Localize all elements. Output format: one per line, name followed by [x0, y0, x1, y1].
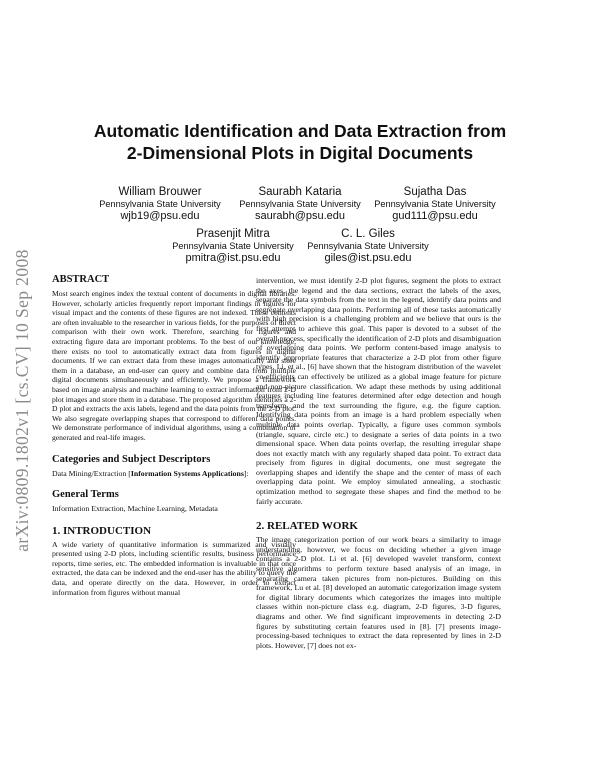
author-affiliation: Pennsylvania State University: [307, 241, 429, 251]
author-block: [283, 228, 453, 264]
arxiv-identifier-stamp: [4, 190, 40, 610]
right-column: [256, 276, 501, 650]
categories-suffix: ]:: [243, 468, 249, 478]
categories-prefix: Data Mining/Extraction [: [52, 468, 131, 478]
abstract-heading: ABSTRACT: [52, 274, 110, 285]
paper-title: [60, 120, 540, 164]
title-line-1: Automatic Identification and Data Extraction from: [93, 121, 507, 141]
related-work-text: The image categorization portion of our work bears a similarity to image understanding, however, we focus on deciding whether a given image contains a 2-D plot. Li et al. [6] developed wavelet transform, context sensitive algorithms to perform texture based analysis of an image, in separating camera taken pictures from non-pictures. Building on this framework, Lu et al. [8] developed an automatic categorization image system for digital library documents which categorizes the images into multiple classes within non-picture class e.g. diagram, 2-D figures, 3-D figures, diagrams and other. We find significant improvements in detecting 2-D figures by substituting certain features used in [8]. [7] presents image-processing-based techniques to extract the data represented by lines in 2-D plots. However, [7] does not ex-: [256, 535, 501, 650]
author-name: C. L. Giles: [341, 228, 395, 240]
author-name: Saurabh Kataria: [258, 186, 342, 198]
author-name: William Brouwer: [118, 186, 202, 198]
general-terms-text: Information Extraction, Machine Learning, Metadata: [52, 504, 218, 514]
author-email: saurabh@psu.edu: [254, 210, 346, 222]
introduction-heading: 1. INTRODUCTION: [52, 524, 152, 537]
general-terms-heading: General Terms: [52, 489, 119, 501]
title-line-2: 2-Dimensional Plots in Digital Documents: [126, 143, 474, 163]
abstract-text: Most search engines index the textual content of documents in digital libraries. However, scholarly articles frequently report important findings in figures for visual impact and the contents of these figures are not indexed. These contents are often invaluable to the researcher in various fields, for the purposes of direct comparison with their own work. Therefore, searching for figures and extracting figure data are important problems. To the best of our knowledge, there exists no tool to automatically extract data from figures in digital documents. If we can extract data from these images automatically and store them in a database, an end-user can query and combine data from multiple digital documents simultaneously and efficiently. We propose a framework based on image analysis and machine learning to extract information from 2-D plot images and store them in a database. The proposed algorithm identifies a 2-D plot and extracts the axis labels, legend and the data points from the 2-D plot. We also segregate overlapping shapes that correspond to different data points. We demonstrate performance of individual algorithms, using a combination of generated and real-life images.: [52, 289, 296, 442]
author-name: Sujatha Das: [403, 186, 467, 198]
author-affiliation: Pennsylvania State University: [99, 199, 221, 209]
author-block: [350, 186, 520, 222]
author-affiliation: Pennsylvania State University: [374, 199, 496, 209]
author-email: wjb19@psu.edu: [120, 210, 200, 222]
author-email: gud111@psu.edu: [392, 210, 478, 222]
author-name: Prasenjit Mitra: [196, 228, 270, 240]
introduction-text: A wide variety of quantitative information is summarized and visually presented using 2-D plots, including scientific results, business performance reports, time series, etc. The embedded information is invaluable in that once extracted, the data can be indexed and the end-user has the ability to query the data, and operate directly on the data. However, in order to extract information from figures without manual: [52, 539, 296, 597]
introduction-continued-text: intervention, we must identify 2-D plot figures, segment the plots to extract the axes, the legend and the data sections, extract the labels of the axes, separate the data symbols from the text in the legend, identify data points and segregate overlapping data points. Performing all of these tasks automatically with high precision is a challenging problem and we believe that ours is the first attempt to achieve this goal. This paper is devoted to a subset of the overall process, specifically the identification of 2-D plots and disambiguation of overlapping data points. We perform content-based image analysis to identify appropriate features that characterize a 2-D plot from other figure types. Li, et al., [6] have shown that the histogram distribution of the wavelet co-efficients can effectively be utilized as a global image feature for picture and non-picture classification. We adapt these methods by using additional features including line features determined after edge detection and hough transform, and the text surrounding the figure, e.g. the figure caption. Identifying data points from an image is a hard problem especially when multiple data points overlap. Typically, a figure uses common symbols (triangle, square, circle etc.) to designate a series of data points in a two dimensional space. When data points overlap, the resulting irregular shape does not exactly match with any regularly shaped data point. To extract data precisely from figures in digital documents, one must segregate the overlapping shapes and identify the shape and the center of mass of each overlapping data point. We employ simulated annealing, a stochastic optimization method to segregate these shapes and find the method to be fairly accurate.: [256, 276, 501, 506]
author-affiliation: Pennsylvania State University: [239, 199, 361, 209]
related-work-heading: 2. RELATED WORK: [256, 520, 358, 533]
categories-bold: Information Systems Applications: [130, 468, 244, 478]
categories-heading: Categories and Subject Descriptors: [52, 453, 211, 465]
author-email: pmitra@ist.psu.edu: [185, 252, 281, 264]
author-affiliation: Pennsylvania State University: [172, 241, 294, 251]
author-email: giles@ist.psu.edu: [324, 252, 412, 264]
arxiv-id-text: arXiv:0809.1802v1 [cs.CV] 10 Sep 2008: [11, 248, 32, 552]
